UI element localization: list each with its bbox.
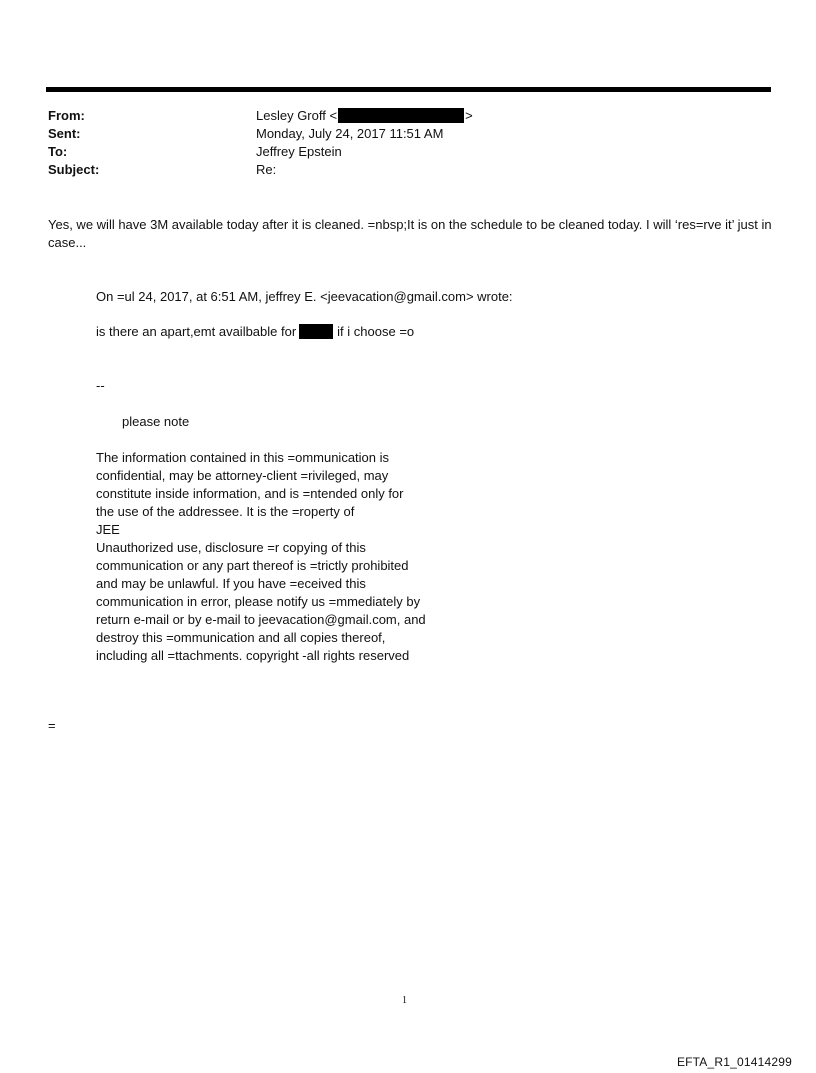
disclaimer-line: communication or any part thereof is =trictly prohibited xyxy=(96,558,409,573)
to-value: Jeffrey Epstein xyxy=(256,144,342,159)
redacted-name xyxy=(299,324,333,339)
disclaimer-line: confidential, may be attorney-client =rivileged, may xyxy=(96,468,389,483)
sent-label: Sent: xyxy=(48,126,81,141)
trailing-equals: = xyxy=(48,718,56,733)
confidentiality-disclaimer xyxy=(96,449,426,665)
quoted-message xyxy=(96,323,414,341)
disclaimer-line: Unauthorized use, disclosure =r copying of this xyxy=(96,540,366,555)
sent-value: Monday, July 24, 2017 11:51 AM xyxy=(256,126,444,141)
quoted-message-start: is there an apart,emt availbable for xyxy=(96,324,297,339)
disclaimer-line: and may be unlawful. If you have =eceived this xyxy=(96,576,366,591)
from-bracket-close: > xyxy=(465,108,473,123)
disclaimer-line: including all =ttachments. copyright -all rights reserved xyxy=(96,648,410,663)
email-header xyxy=(48,107,473,179)
signature-separator: -- xyxy=(96,378,105,393)
subject-row xyxy=(48,161,473,179)
from-value xyxy=(256,107,473,125)
to-row xyxy=(48,143,473,161)
subject-label: Subject: xyxy=(48,162,100,177)
disclaimer-line: The information contained in this =ommunication is xyxy=(96,450,390,465)
quoted-message-end: if i choose =o xyxy=(337,324,415,339)
please-note: please note xyxy=(122,414,190,429)
page-number: 1 xyxy=(402,995,407,1006)
from-label: From: xyxy=(48,108,85,123)
disclaimer-line: return e-mail or by e-mail to jeevacation@gmail.com, and xyxy=(96,612,426,627)
disclaimer-line: the use of the addressee. It is the =roperty of xyxy=(96,504,355,519)
disclaimer-line: JEE xyxy=(96,522,120,537)
subject-value: Re: xyxy=(256,162,277,177)
quoted-header: On =ul 24, 2017, at 6:51 AM, jeffrey E. <jeevacation@gmail.com> wrote: xyxy=(96,289,513,304)
from-row xyxy=(48,107,473,125)
reply-body: Yes, we will have 3M available today after it is cleaned. =nbsp;It is on the schedule to be cleaned today. I will ‘res=rve it’ just in case... xyxy=(48,217,772,250)
disclaimer-line: destroy this =ommunication and all copies thereof, xyxy=(96,630,386,645)
from-name: Lesley Groff < xyxy=(256,108,338,123)
header-rule xyxy=(46,87,771,92)
sent-row xyxy=(48,125,473,143)
document-id: EFTA_R1_01414299 xyxy=(676,1055,792,1069)
to-label: To: xyxy=(48,144,68,159)
disclaimer-line: communication in error, please notify us =mmediately by xyxy=(96,594,421,609)
redacted-email xyxy=(338,108,464,123)
disclaimer-line: constitute inside information, and is =ntended only for xyxy=(96,486,404,501)
